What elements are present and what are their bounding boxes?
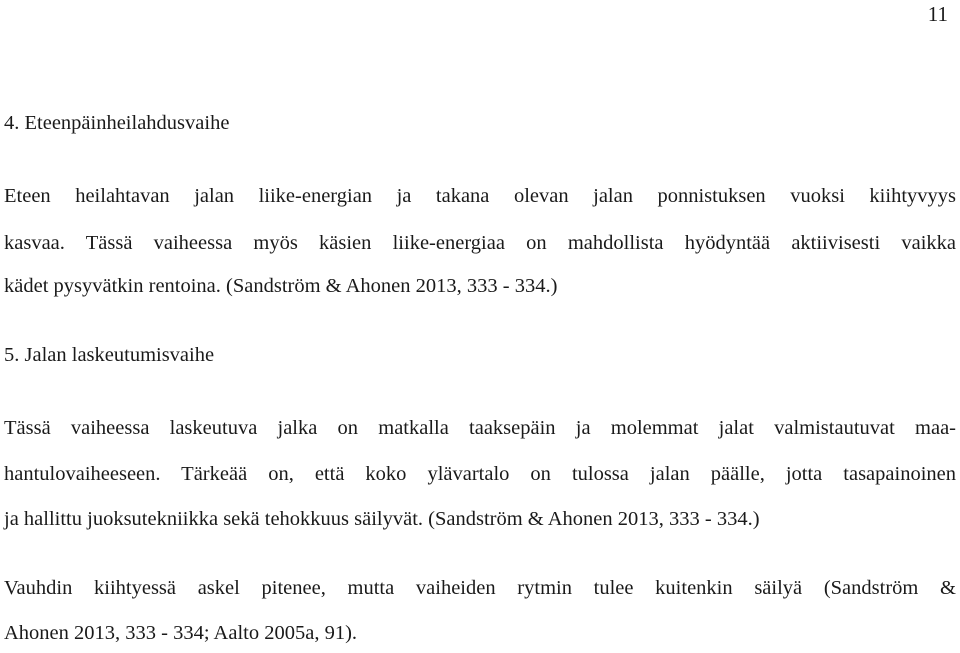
paragraph-line: Vauhdin kiihtyessä askel pitenee, mutta vaiheiden rytmin tulee kuitenkin säilyä (Sandström & bbox=[4, 577, 956, 599]
paragraph-line: hantulovaiheeseen. Tärkeää on, että koko ylävartalo on tulossa jalan päälle, jotta tasapainoinen bbox=[4, 463, 956, 485]
page-number: 11 bbox=[927, 2, 948, 26]
paragraph-line: kasvaa. Tässä vaiheessa myös käsien liike-energiaa on mahdollista hyödyntää aktiivisesti vaikka bbox=[4, 232, 956, 254]
paragraph-line: kädet pysyvätkin rentoina. (Sandström & Ahonen 2013, 333 - 334.) bbox=[4, 275, 558, 297]
paragraph-line: Tässä vaiheessa laskeutuva jalka on matkalla taaksepäin ja molemmat jalat valmistautuvat maa- bbox=[4, 417, 956, 439]
section-heading-4: 4. Eteenpäinheilahdusvaihe bbox=[4, 112, 230, 134]
paragraph-line: Eteen heilahtavan jalan liike-energian ja takana olevan jalan ponnistuksen vuoksi kiihtyvyys bbox=[4, 185, 956, 207]
paragraph-line: ja hallittu juoksutekniikka sekä tehokkuus säilyvät. (Sandström & Ahonen 2013, 333 - 334.) bbox=[4, 508, 760, 530]
paragraph-line: Ahonen 2013, 333 - 334; Aalto 2005a, 91). bbox=[4, 622, 358, 644]
section-heading-5: 5. Jalan laskeutumisvaihe bbox=[4, 344, 215, 366]
